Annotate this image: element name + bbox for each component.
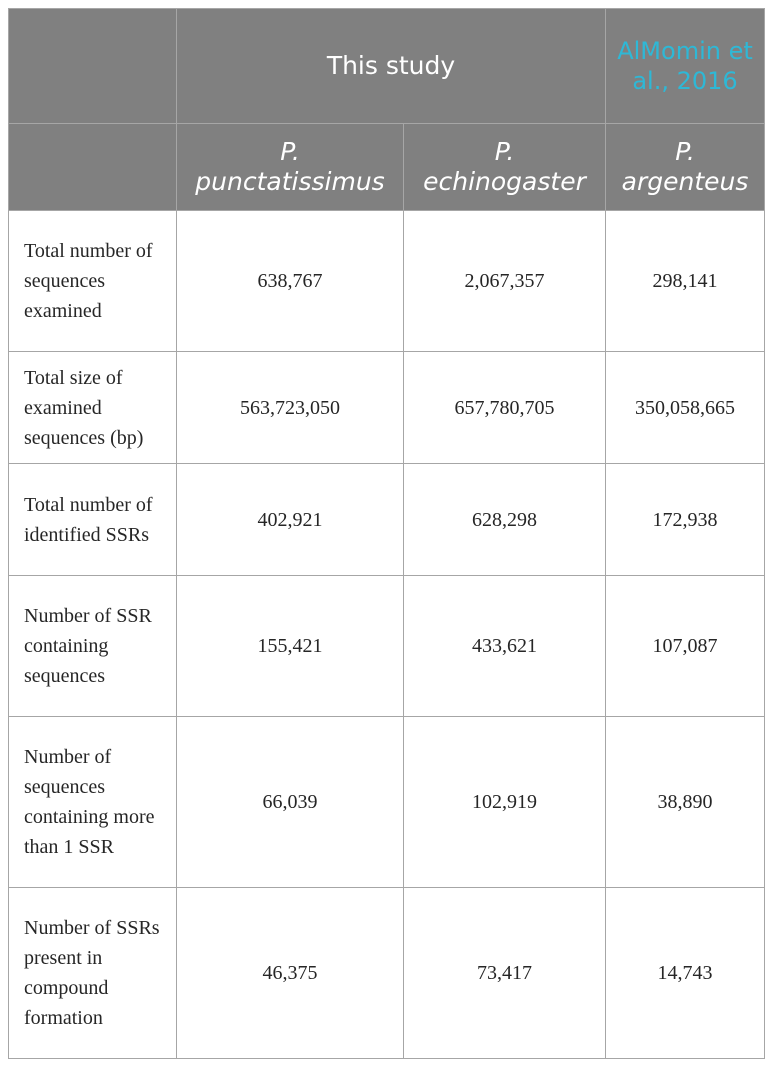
row-value: 73,417	[404, 888, 606, 1059]
row-label: Number of SSRs present in compound formation	[9, 888, 177, 1059]
header-citation-cell	[606, 9, 765, 124]
table-row	[9, 211, 765, 352]
header-row-species	[9, 124, 765, 211]
row-value: 102,919	[404, 717, 606, 888]
table-row	[9, 717, 765, 888]
row-value: 155,421	[177, 576, 404, 717]
row-label: Total number of sequences examined	[9, 211, 177, 352]
row-value: 38,890	[606, 717, 765, 888]
citation-link[interactable]: AlMomin et al., 2016	[617, 37, 753, 95]
row-value: 46,375	[177, 888, 404, 1059]
species-header: P. punctatissimus	[177, 124, 404, 211]
row-value: 350,058,665	[606, 352, 765, 464]
table-row	[9, 464, 765, 576]
row-label: Number of SSR containing sequences	[9, 576, 177, 717]
header-empty-cell	[9, 9, 177, 124]
row-value: 2,067,357	[404, 211, 606, 352]
table-row	[9, 352, 765, 464]
table-body	[9, 211, 765, 1059]
header-this-study: This study	[177, 9, 606, 124]
ssr-summary-table	[8, 8, 765, 1059]
row-label: Number of sequences containing more than 1 SSR	[9, 717, 177, 888]
row-value: 298,141	[606, 211, 765, 352]
row-value: 172,938	[606, 464, 765, 576]
row-label: Total number of identified SSRs	[9, 464, 177, 576]
table-header	[9, 9, 765, 211]
row-value: 638,767	[177, 211, 404, 352]
species-header: P. argenteus	[606, 124, 765, 211]
header-empty-cell	[9, 124, 177, 211]
row-value: 402,921	[177, 464, 404, 576]
row-value: 433,621	[404, 576, 606, 717]
table-row	[9, 576, 765, 717]
row-value: 14,743	[606, 888, 765, 1059]
row-label: Total size of examined sequences (bp)	[9, 352, 177, 464]
species-header: P. echinogaster	[404, 124, 606, 211]
row-value: 66,039	[177, 717, 404, 888]
table-row	[9, 888, 765, 1059]
header-row-group	[9, 9, 765, 124]
row-value: 628,298	[404, 464, 606, 576]
row-value: 563,723,050	[177, 352, 404, 464]
row-value: 107,087	[606, 576, 765, 717]
row-value: 657,780,705	[404, 352, 606, 464]
